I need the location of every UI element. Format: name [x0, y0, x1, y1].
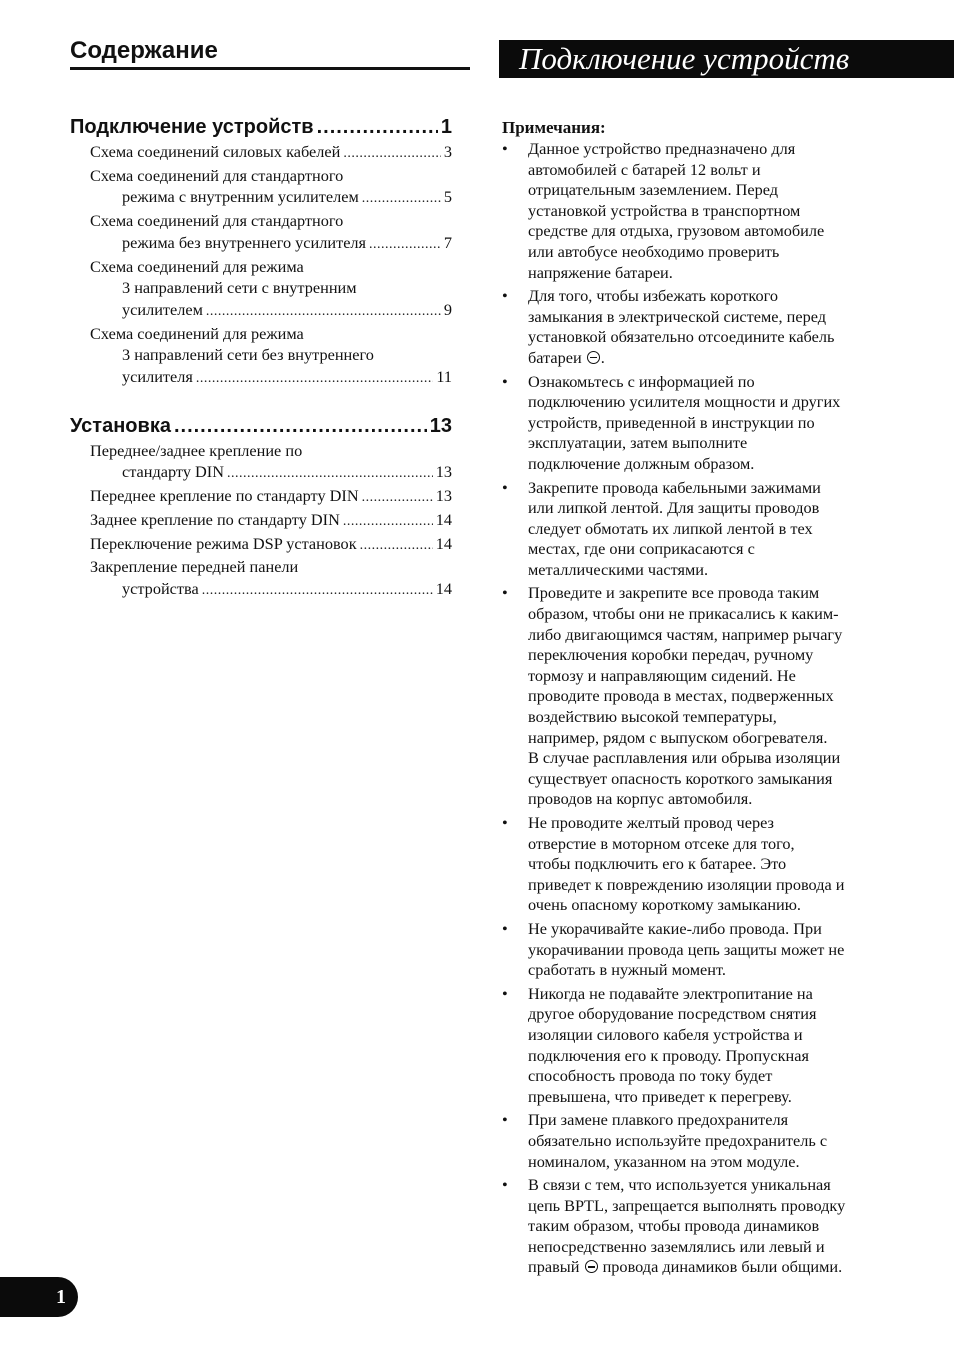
dot-leader [369, 234, 441, 256]
toc-entry-line [70, 141, 452, 165]
bullet-marker: • [502, 983, 508, 1003]
toc-section-heading [70, 113, 452, 141]
note-line: Проведите и закрепите все провода таким [528, 583, 820, 603]
note-line: например, рядом с выпуском обогревателя. [528, 727, 828, 747]
note-line: приведет к повреждению изоляции провода и [528, 874, 845, 894]
note-line: непосредственно заземлялись или левый и [528, 1236, 825, 1256]
toc-entry-page: 14 [435, 578, 452, 598]
note-line: либо двигающимся частям, например рычагу [528, 624, 843, 644]
note-item [502, 478, 902, 581]
toc-entry-line [70, 578, 452, 602]
toc-entry-text: стандарту DIN [122, 462, 224, 482]
table-of-contents [70, 113, 452, 602]
note-item [502, 1110, 902, 1172]
toc-entry-line [70, 440, 452, 462]
note-line: напряжение батареи. [528, 262, 673, 282]
toc-entry-line [70, 533, 452, 557]
toc-entry-line [70, 366, 452, 390]
toc-entry-text: устройства [122, 578, 199, 598]
note-line: следует обмотать их липкой лентой в тех [528, 518, 813, 538]
toc-entry [70, 165, 452, 210]
note-line: сработать в нужный момент. [528, 960, 726, 980]
note-line: или автобусе необходимо проверить [528, 241, 780, 261]
dot-leader [227, 463, 433, 485]
toc-entry [70, 485, 452, 509]
bullet-marker: • [502, 813, 508, 832]
toc-entry-line [70, 509, 452, 533]
note-line: проводов на корпус автомобиля. [528, 789, 753, 809]
toc-entry-line [70, 485, 452, 509]
bullet-marker: • [502, 286, 508, 306]
section-banner: Подключение устройств [499, 40, 954, 78]
dot-leader [360, 535, 433, 557]
note-item [502, 372, 902, 475]
toc-entry-line [70, 165, 452, 187]
toc-entry [70, 556, 452, 601]
note-line: Не проводите желтый провод через [528, 813, 774, 832]
toc-entry [70, 141, 452, 165]
toc-entry [70, 256, 452, 323]
note-line: таким образом, чтобы провода динамиков [528, 1216, 820, 1236]
note-line: Ознакомьтесь с информацией по [528, 371, 755, 391]
toc-entry-page: 3 [443, 142, 452, 161]
toc-entry-text: Переднее/заднее крепление по [90, 440, 303, 460]
note-line: В связи с тем, что используется уникальная [528, 1175, 831, 1195]
toc-entry-text: усилителем [122, 299, 203, 319]
note-item [502, 919, 902, 981]
bullet-marker: • [502, 1110, 508, 1130]
minus-terminal-icon [585, 1260, 598, 1273]
toc-entry-page: 5 [443, 187, 452, 207]
note-line: цепь BPTL, запрещается выполнять проводку [528, 1195, 846, 1215]
note-line: укорачивании провода цепь защиты может не [528, 939, 845, 959]
dot-leader [362, 188, 441, 210]
bullet-marker: • [502, 139, 508, 158]
note-line: При замене плавкого предохранителя [528, 1110, 789, 1130]
toc-entry [70, 323, 452, 390]
toc-entry-page: 7 [443, 232, 452, 252]
toc-entry-text: Заднее крепление по стандарту DIN [90, 509, 340, 529]
note-line: местах, где они соприкасаются с [528, 539, 755, 559]
toc-section-title: Установка [70, 414, 171, 437]
toc-entry-text: режима без внутреннего усилителя [122, 232, 367, 252]
note-line: воздействию высокой температуры, [528, 707, 777, 727]
toc-entry-text: 3 направлений сети с внутренним [122, 278, 357, 298]
bullet-marker: • [502, 918, 508, 938]
minus-terminal-icon [587, 351, 600, 364]
toc-entry-line [70, 186, 452, 210]
toc-entry-line [70, 299, 452, 323]
note-line: или липкой лентой. Для защиты проводов [528, 498, 820, 518]
dot-leader [202, 580, 433, 602]
note-line: номиналом, указанном на этом модуле. [528, 1151, 800, 1171]
toc-entry-text: Схема соединений силовых кабелей [90, 142, 341, 161]
bullet-marker: • [502, 371, 508, 391]
note-line: отверстие в моторном отсеке для того, [528, 833, 795, 853]
note-line: устройств, приведенной в инструкции по [528, 412, 815, 432]
toc-section-page: 1 [440, 116, 452, 138]
page-number: 1 [56, 1286, 66, 1308]
note-line: подключение должным образом. [528, 453, 755, 473]
bullet-marker: • [502, 583, 508, 603]
note-item [502, 286, 902, 368]
dot-leader [196, 368, 433, 390]
dot-leader [206, 301, 441, 323]
dot-leader [174, 412, 427, 440]
page-number-tab [0, 1277, 78, 1317]
note-line: Не укорачивайте какие-либо провода. При [528, 918, 822, 938]
toc-section-heading [70, 412, 452, 440]
note-line: изоляции силового кабеля устройства и [528, 1024, 803, 1044]
toc-entry-line [70, 323, 452, 345]
notes-title: Примечания: [502, 118, 606, 137]
toc-section-page: 13 [429, 414, 452, 437]
note-line: Никогда не подавайте электропитание на [528, 983, 813, 1003]
toc-entry [70, 210, 452, 255]
toc-entry-page: 14 [435, 509, 452, 529]
toc-entry-text: Закрепление передней панели [90, 557, 299, 577]
note-line: способность провода по току будет [528, 1066, 773, 1086]
notes-list [502, 139, 902, 1278]
dot-leader [362, 487, 433, 509]
note-line: В случае расплавления или обрыва изоляции [528, 748, 841, 768]
note-line: переключения коробки передач, ручному [528, 645, 814, 665]
note-line: установкой обязательно отсоедините кабель [528, 327, 835, 347]
note-line: установкой устройства в транспортном [528, 200, 801, 220]
toc-entry-text: режима с внутренним усилителем [122, 187, 359, 207]
bullet-marker: • [502, 477, 508, 497]
toc-entry-text: Переднее крепление по стандарту DIN [90, 486, 359, 506]
toc-entry-line [70, 210, 452, 232]
toc-title: Содержание [70, 37, 218, 64]
note-line: Данное устройство предназначено для [528, 139, 796, 158]
note-line: правый провода динамиков были общими. [528, 1257, 843, 1277]
note-item [502, 984, 902, 1108]
toc-entry-text: Схема соединений для стандартного [90, 211, 344, 231]
note-line: эксплуатации, затем выполните [528, 433, 748, 453]
notes-column [502, 118, 902, 1281]
note-line: замыкания в электрической системе, перед [528, 306, 827, 326]
toc-entry-text: Схема соединений для режима [90, 256, 304, 276]
note-line: другое оборудование посредством снятия [528, 1004, 817, 1024]
toc-entry [70, 533, 452, 557]
toc-section-title: Подключение устройств [70, 116, 314, 138]
note-line: образом, чтобы они не прикасались к каким- [528, 604, 839, 624]
dot-leader [343, 143, 441, 165]
note-item [502, 813, 902, 916]
note-line: превышена, что приведет к перегреву. [528, 1086, 792, 1106]
toc-entry-line [70, 556, 452, 578]
toc-entry-page: 9 [443, 299, 452, 319]
note-item [502, 1175, 902, 1278]
note-line: Для того, чтобы избежать короткого [528, 286, 779, 306]
dot-leader [317, 113, 438, 141]
note-line: Закрепите провода кабельными зажимами [528, 477, 821, 497]
note-line: проводите провода в местах, подверженных [528, 686, 834, 706]
toc-entry-page: 13 [435, 462, 452, 482]
toc-entry-line [70, 461, 452, 485]
toc-entry-line [70, 232, 452, 256]
toc-entry-page: 14 [435, 533, 452, 553]
note-line: отрицательным заземлением. Перед [528, 180, 779, 200]
toc-entry-page: 13 [435, 486, 452, 506]
note-line: тормозу и направляющим сидений. Не [528, 665, 796, 685]
toc-heading [70, 36, 470, 70]
toc-entry [70, 440, 452, 485]
note-item [502, 583, 902, 810]
note-line: подключению усилителя мощности и других [528, 392, 841, 412]
note-line: автомобилей с батарей 12 вольт и [528, 159, 761, 179]
note-line: чтобы подключить его к батарее. Это [528, 854, 787, 874]
toc-entry-page: 11 [436, 367, 452, 387]
toc-entry-text: Схема соединений для режима [90, 323, 304, 343]
note-line: батареи . [528, 347, 605, 367]
dot-leader [343, 511, 433, 533]
toc-entry [70, 509, 452, 533]
note-line: подключения его к проводу. Пропускная [528, 1045, 809, 1065]
toc-entry-text: Схема соединений для стандартного [90, 165, 344, 185]
note-item [502, 139, 902, 283]
toc-entry-line [70, 277, 452, 299]
note-line: обязательно используйте предохранитель с [528, 1130, 828, 1150]
note-line: металлическими частями. [528, 559, 709, 579]
toc-entry-text: Переключение режима DSP установок [90, 533, 357, 553]
bullet-marker: • [502, 1175, 508, 1195]
note-line: очень опасному короткому замыканию. [528, 895, 801, 915]
note-line: средстве для отдыха, грузовом автомобиле [528, 221, 825, 241]
toc-entry-text: усилителя [122, 367, 193, 387]
toc-spacer [70, 390, 452, 412]
toc-entry-line [70, 256, 452, 278]
note-line: существует опасность короткого замыкания [528, 768, 833, 788]
toc-entry-text: 3 направлений сети без внутреннего [122, 345, 374, 365]
toc-entry-line [70, 344, 452, 366]
